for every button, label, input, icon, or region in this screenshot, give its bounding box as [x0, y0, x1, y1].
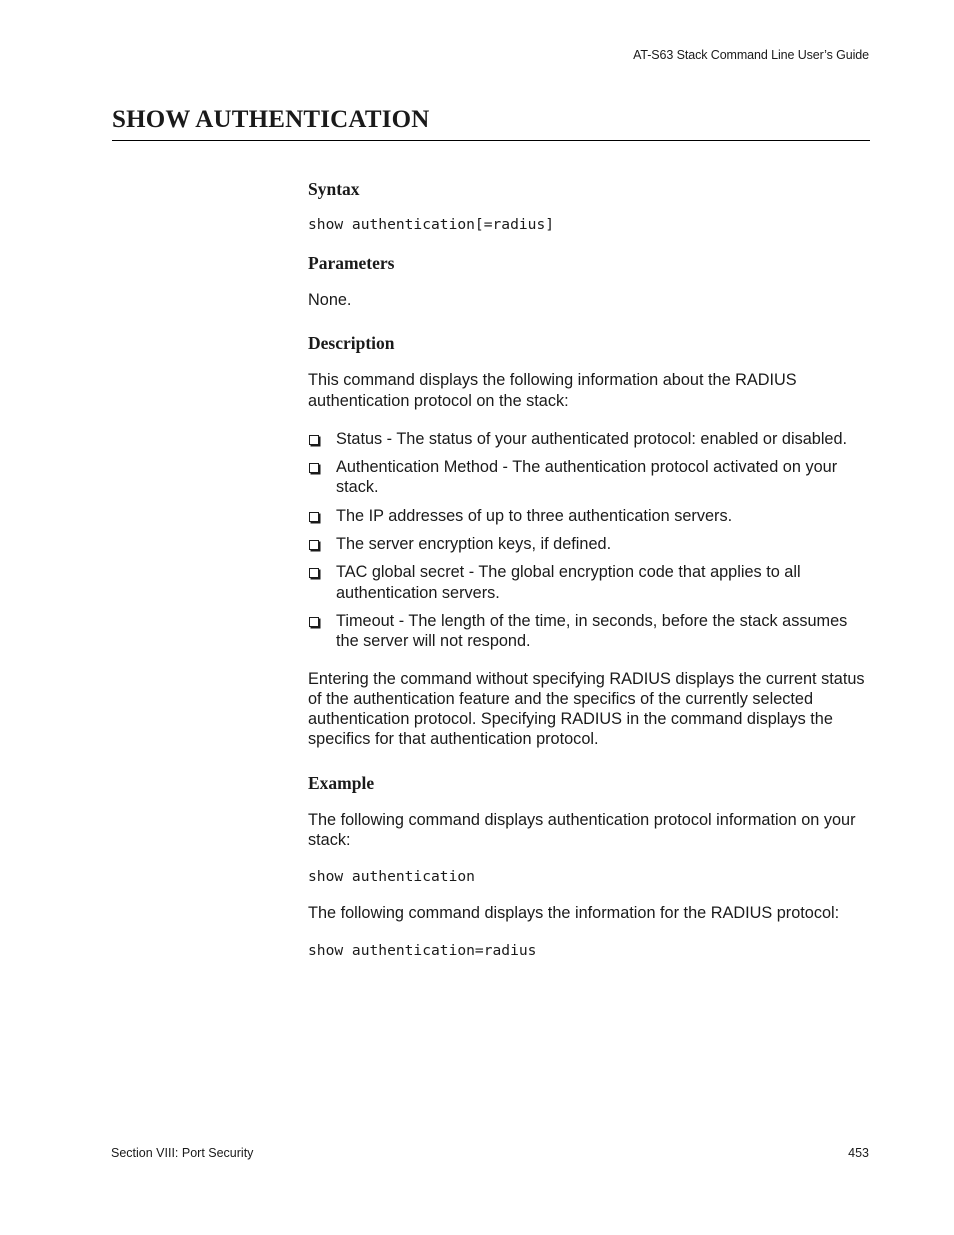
list-item: TAC global secret - The global encryption code that applies to all authentication servers. [308, 562, 873, 603]
checkbox-bullet-icon [309, 463, 319, 473]
description-bullet-list [308, 429, 873, 652]
list-item: Timeout - The length of the time, in seconds, before the stack assumes the server will not respond. [308, 611, 873, 652]
checkbox-bullet-icon [309, 540, 319, 550]
title-divider [112, 140, 870, 141]
footer-page-number: 453 [848, 1146, 869, 1160]
parameters-heading: Parameters [308, 253, 395, 273]
footer-section: Section VIII: Port Security [111, 1146, 254, 1160]
checkbox-bullet-icon [309, 512, 319, 522]
parameters-text: None. [308, 291, 352, 309]
list-item: Status - The status of your authenticated protocol: enabled or disabled. [308, 429, 873, 449]
list-item: The server encryption keys, if defined. [308, 534, 873, 554]
example-command-1: show authentication [308, 868, 475, 886]
example-command-2: show authentication=radius [308, 941, 537, 959]
example-heading: Example [308, 772, 375, 793]
description-intro: This command displays the following information about the RADIUS authentication protocol on the stack: [308, 371, 797, 410]
guide-title: AT-S63 Stack Command Line User’s Guide [633, 48, 869, 62]
main-content [308, 178, 873, 961]
syntax-heading: Syntax [308, 179, 360, 199]
checkbox-bullet-icon [309, 568, 319, 578]
list-item: Authentication Method - The authentication protocol activated on your stack. [308, 457, 873, 498]
example-text-2: The following command displays the information for the RADIUS protocol: [308, 904, 840, 923]
syntax-command: show authentication[=radius] [308, 216, 555, 233]
example-text-1: The following command displays authentication protocol information on your stack: [308, 810, 856, 850]
page-title: SHOW AUTHENTICATION [112, 106, 430, 133]
description-heading: Description [308, 333, 395, 354]
checkbox-bullet-icon [309, 435, 319, 445]
list-item: The IP addresses of up to three authentication servers. [308, 506, 873, 526]
description-closing: Entering the command without specifying RADIUS displays the current status of the authentication feature and the specifics of the currently selected authentication protocol. Specifying RADIUS in the command displays the specifics for that authentication protocol. [308, 669, 865, 749]
checkbox-bullet-icon [309, 617, 319, 627]
